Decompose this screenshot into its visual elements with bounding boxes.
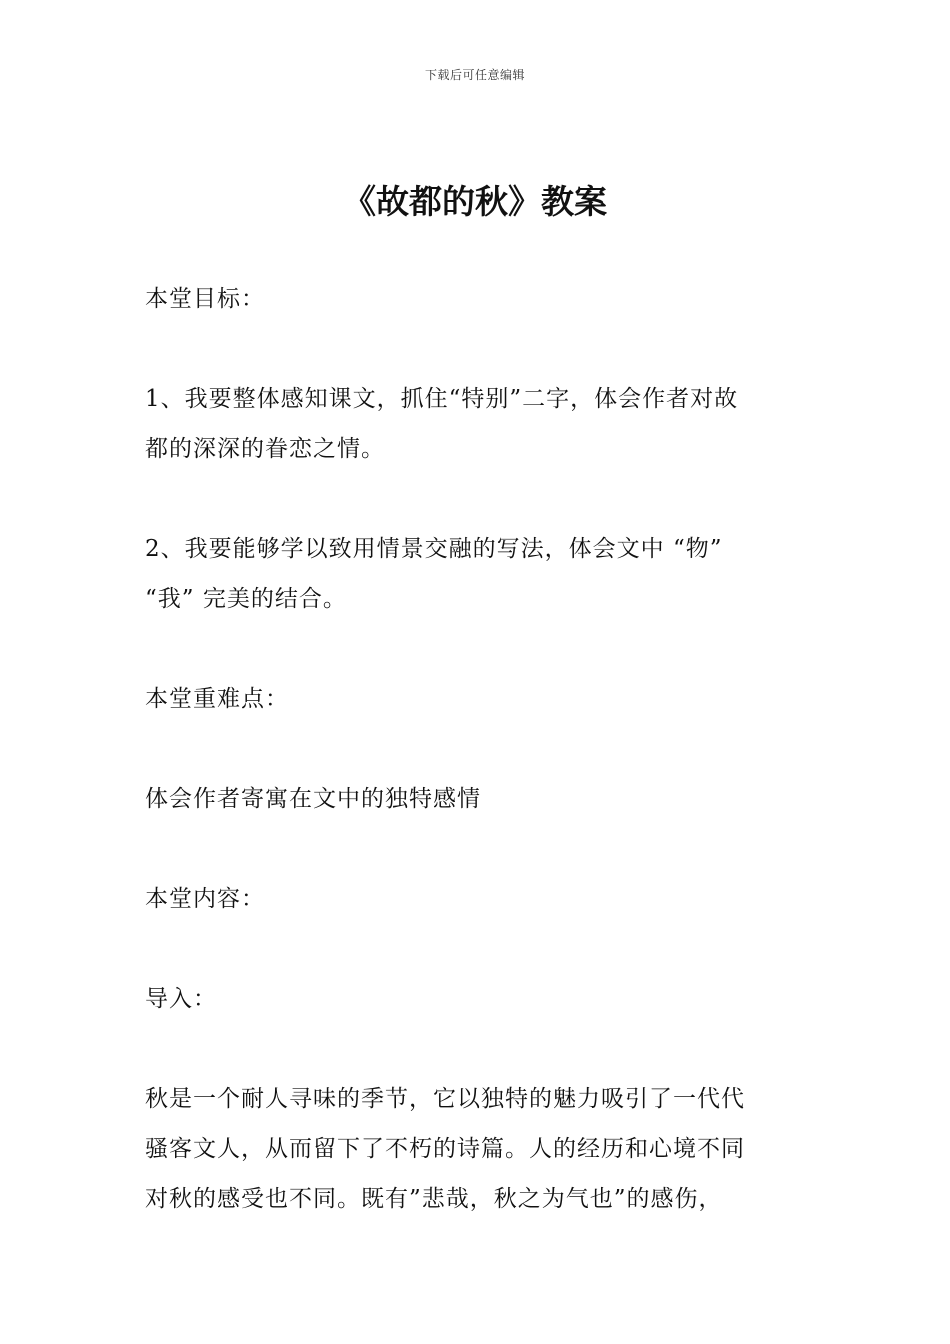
goal-1-paragraph xyxy=(145,374,810,474)
intro-heading-text: 导入： xyxy=(145,986,217,1012)
goal-1-line-2: 都的深深的眷恋之情。 xyxy=(145,436,385,462)
intro-heading xyxy=(145,974,810,1024)
content-heading xyxy=(145,874,810,924)
document-title: 《故都的秋》教案 xyxy=(343,182,607,221)
goal-1-line-1: 1、我要整体感知课文，抓住“特别”二字，体会作者对故 xyxy=(145,386,739,412)
goals-heading xyxy=(145,274,810,324)
goal-2-line-2: “我” 完美的结合。 xyxy=(145,586,347,612)
key-points-heading-text: 本堂重难点： xyxy=(145,686,289,712)
content-heading-text: 本堂内容： xyxy=(145,886,265,912)
goals-heading-text: 本堂目标： xyxy=(145,286,265,312)
key-points-heading xyxy=(145,674,810,724)
page-header: 下载后可任意编辑 xyxy=(424,68,525,82)
key-points-text: 体会作者寄寓在文中的独特感情 xyxy=(145,786,481,812)
goal-2-paragraph xyxy=(145,524,810,624)
intro-line-3: 对秋的感受也不同。既有”悲哉，秋之为气也”的感伤， xyxy=(145,1186,723,1212)
intro-line-1: 秋是一个耐人寻味的季节，它以独特的魅力吸引了一代代 xyxy=(145,1086,745,1112)
intro-paragraph xyxy=(145,1074,810,1224)
intro-line-2: 骚客文人，从而留下了不朽的诗篇。人的经历和心境不同 xyxy=(145,1136,745,1162)
key-points-paragraph xyxy=(145,774,810,824)
goal-2-line-1: 2、我要能够学以致用情景交融的写法，体会文中 “物” xyxy=(145,536,723,562)
